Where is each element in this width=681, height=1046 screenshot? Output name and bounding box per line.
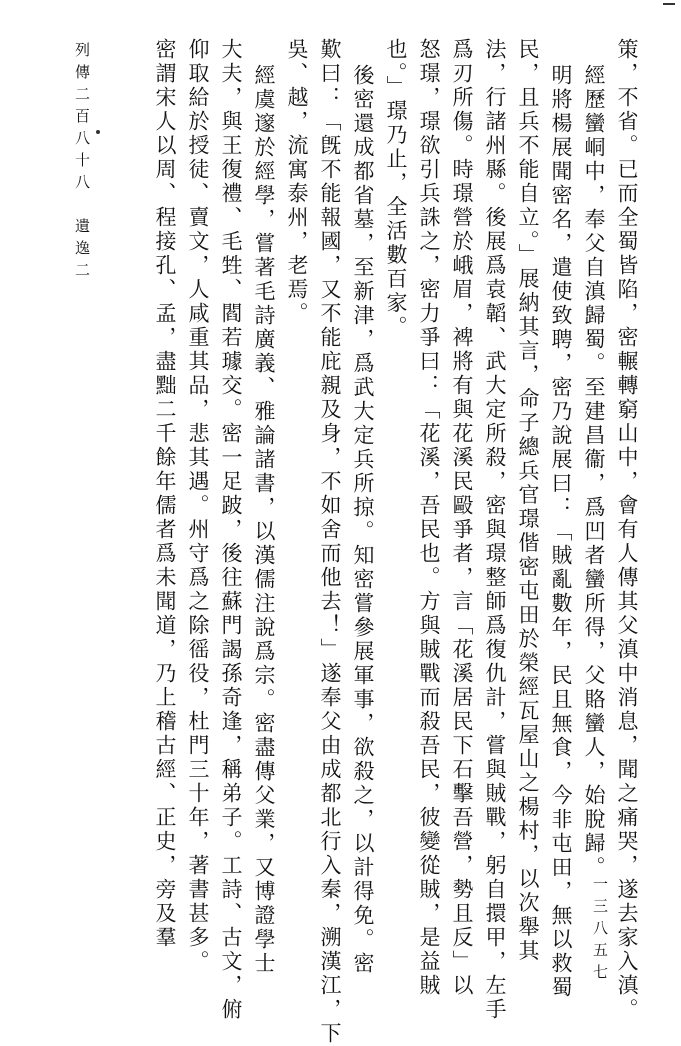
text-column: 策，不省。已而全蜀皆陷，密輾轉窮山中，會有人傳其父滇中消息，聞之痛哭，遂去家入滇。 [615, 38, 639, 1022]
text-column: 仰取給於授徒、賣文，人咸重其品，悲其遇。州守爲之除徭役，杜門三十年，著書甚多。 [186, 38, 210, 974]
page-number: 一三八五七 [591, 876, 609, 986]
text-column: 歎曰：「旣不能報國，又不能庇親及身，不如舍而他去！」遂奉父由成都北行入秦，溯漢江，下 [318, 38, 342, 1046]
text-column: 法，行諸州縣。後展爲袁韜、武大定所殺，密與璟整師爲復仇計，嘗與賊戰，躬自擐甲，左手 [483, 38, 507, 1022]
corner-mark [663, 3, 675, 13]
running-head: 列傳二百八十八 遺逸二 [73, 42, 91, 284]
text-column: 也。」璟乃止，全活數百家。 [384, 38, 408, 340]
text-column: 後密還成都省墓，至新津，爲武大定兵所掠。知密嘗參展軍事，欲殺之，以計得免。密 [351, 64, 375, 976]
text-column: 吳、越，流寓泰州，老焉。 [285, 38, 309, 326]
text-column: 民，且兵不能自立。」展納其言，命子總兵官璟偕密屯田於榮經瓦屋山之楊村，以次舉其 [516, 38, 540, 964]
text-column: 明將楊展聞密名，遣使致聘，密乃說展曰：「賊亂數年，民且無食，今非屯田，無以救蜀 [549, 64, 573, 1000]
text-column: 爲刃所傷。時璟營於峨眉，裨將有與花溪民毆爭者，言「花溪居民下石擊吾營，勢且反」以 [450, 38, 474, 998]
text-column: 經虞邃於經學，嘗著毛詩廣義、雅論諸書，以漢儒注說爲宗。密盡傳父業，又博證學士 [252, 64, 276, 976]
text-column: 密謂宋人以周、程接孔、孟，盡黜二千餘年儒者爲未聞道，乃上稽古經、正史，旁及羣 [153, 38, 177, 950]
margin-dot [96, 130, 100, 134]
text-column: 經歷蠻峒中，奉父自滇歸蜀。至建昌衞，爲凹者蠻所得，父賂蠻人，始脫歸。 [582, 64, 606, 880]
text-column: 大夫，與王復禮、毛甡、閻若璩交。密一足跛，後往蘇門謁孫奇逢，稱弟子。工詩、古文，俯 [219, 38, 243, 1022]
text-column: 怒璟，璟欲引兵誅之，密力爭曰：「花溪，吾民也。方與賊戰而殺吾民，彼變從賊，是益賊 [417, 38, 441, 998]
